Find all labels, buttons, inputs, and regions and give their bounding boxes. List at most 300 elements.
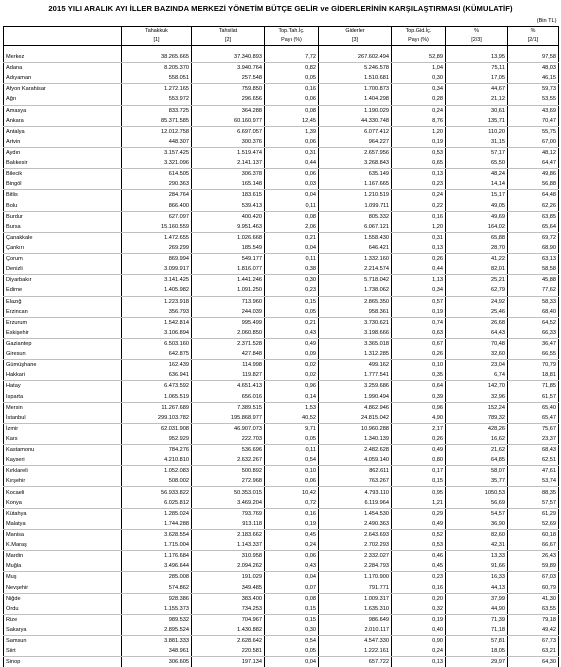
pct-2-1-cell: 45,88 [508, 275, 559, 286]
top-gid-ic-payi-cell: 0,10 [392, 360, 446, 371]
pct-2-3-cell: 142,70 [446, 381, 508, 392]
tahakkuk-cell: 1.405.982 [122, 285, 192, 296]
top-tah-ic-payi-cell: 0,19 [265, 519, 319, 530]
top-gid-ic-payi-cell: 1,21 [392, 498, 446, 509]
tahsilat-cell: 383.400 [192, 593, 265, 604]
top-gid-ic-payi-cell: 0,19 [392, 307, 446, 318]
pct-2-1-cell: 23,37 [508, 434, 559, 445]
top-tah-ic-payi-cell: 0,11 [265, 254, 319, 265]
top-gid-ic-payi-cell: 0,35 [392, 370, 446, 381]
province-cell: Sakarya [4, 625, 122, 636]
table-row [4, 116, 559, 127]
giderler-cell: 2.490.363 [319, 519, 392, 530]
pct-2-1-cell: 57,57 [508, 498, 559, 509]
province-cell: Burdur [4, 211, 122, 222]
tahakkuk-cell: 614.505 [122, 169, 192, 180]
pct-2-3-cell: 44,13 [446, 582, 508, 593]
top-gid-ic-payi-cell: 0,63 [392, 328, 446, 339]
pct-2-3-cell: 25,46 [446, 307, 508, 318]
tahakkuk-cell: 269.299 [122, 243, 192, 254]
giderler-cell: 6.067.121 [319, 222, 392, 233]
tahsilat-cell: 60.160.977 [192, 116, 265, 127]
pct-2-1-cell: 46,15 [508, 73, 559, 84]
top-gid-ic-payi-cell: 0,65 [392, 158, 446, 169]
pct-2-1-cell: 53,74 [508, 476, 559, 487]
tahsilat-cell: 3.940.764 [192, 63, 265, 74]
pct-2-3-cell: 41,22 [446, 254, 508, 265]
pct-2-1-cell: 64,47 [508, 158, 559, 169]
giderler-cell: 1.312.285 [319, 349, 392, 360]
top-gid-ic-payi-cell: 1,13 [392, 275, 446, 286]
tahakkuk-cell: 3.157.425 [122, 147, 192, 158]
province-cell: K.Maraş [4, 540, 122, 551]
tahsilat-cell: 195.868.977 [192, 413, 265, 424]
top-tah-ic-payi-cell: 0,08 [265, 211, 319, 222]
giderler-cell: 2.214.574 [319, 264, 392, 275]
top-gid-ic-payi-cell: 0,31 [392, 232, 446, 243]
header-cell: Tahsilat [192, 27, 265, 37]
province-cell: Adana [4, 63, 122, 74]
tahsilat-cell: 222.703 [192, 434, 265, 445]
giderler-cell: 1.210.519 [319, 190, 392, 201]
pct-2-1-cell: 68,40 [508, 307, 559, 318]
tahakkuk-cell: 833.725 [122, 105, 192, 116]
top-gid-ic-payi-cell: 1,04 [392, 63, 446, 74]
table-row [4, 498, 559, 509]
top-tah-ic-payi-cell: 0,30 [265, 275, 319, 286]
tahakkuk-cell: 1.223.918 [122, 296, 192, 307]
top-tah-ic-payi-cell: 0,16 [265, 508, 319, 519]
top-gid-ic-payi-cell: 0,26 [392, 434, 446, 445]
top-tah-ic-payi-cell: 0,15 [265, 614, 319, 625]
pct-2-3-cell: 44,67 [446, 84, 508, 95]
header-cell [4, 27, 122, 37]
province-cell: Çankırı [4, 243, 122, 254]
top-gid-ic-payi-cell: 0,95 [392, 487, 446, 498]
province-cell: Amasya [4, 105, 122, 116]
pct-2-1-cell: 58,33 [508, 296, 559, 307]
table-row [4, 582, 559, 593]
top-gid-ic-payi-cell: 0,26 [392, 349, 446, 360]
top-gid-ic-payi-cell: 0,90 [392, 636, 446, 647]
province-cell: İstanbul [4, 413, 122, 424]
tahsilat-cell: 37.340.893 [192, 52, 265, 63]
table-row [4, 338, 559, 349]
top-gid-ic-payi-cell: 0,45 [392, 561, 446, 572]
table-row [4, 466, 559, 477]
giderler-cell: 3.365.018 [319, 338, 392, 349]
top-gid-ic-payi-cell: 0,34 [392, 285, 446, 296]
tahsilat-cell: 995.499 [192, 317, 265, 328]
top-tah-ic-payi-cell: 0,02 [265, 370, 319, 381]
pct-2-1-cell: 64,52 [508, 317, 559, 328]
pct-2-1-cell: 71,85 [508, 381, 559, 392]
giderler-cell: 3.730.621 [319, 317, 392, 328]
unit-row [4, 17, 559, 27]
province-cell: Bitlis [4, 190, 122, 201]
tahsilat-cell: 50.353.015 [192, 487, 265, 498]
tahakkuk-cell: 869.994 [122, 254, 192, 265]
pct-2-1-cell: 59,89 [508, 561, 559, 572]
province-cell: Kars [4, 434, 122, 445]
top-tah-ic-payi-cell: 0,10 [265, 466, 319, 477]
province-cell: Eskişehir [4, 328, 122, 339]
top-gid-ic-payi-cell: 0,80 [392, 455, 446, 466]
tahsilat-cell: 364.288 [192, 105, 265, 116]
pct-2-3-cell: 30,61 [446, 105, 508, 116]
top-tah-ic-payi-cell: 0,04 [265, 572, 319, 583]
tahakkuk-cell: 306.605 [122, 657, 192, 667]
unit-label: (Bin TL) [536, 18, 557, 24]
province-cell: Diyarbakır [4, 275, 122, 286]
top-gid-ic-payi-cell: 0,52 [392, 529, 446, 540]
giderler-cell: 4.793.110 [319, 487, 392, 498]
top-tah-ic-payi-cell: 0,07 [265, 582, 319, 593]
province-cell: Bilecik [4, 169, 122, 180]
top-gid-ic-payi-cell: 0,23 [392, 179, 446, 190]
table-row [4, 646, 559, 657]
tahsilat-cell: 349.485 [192, 582, 265, 593]
pct-2-3-cell: 42,31 [446, 540, 508, 551]
top-tah-ic-payi-cell: 0,06 [265, 169, 319, 180]
top-gid-ic-payi-cell: 0,20 [392, 593, 446, 604]
table-row [4, 264, 559, 275]
giderler-cell: 3.268.843 [319, 158, 392, 169]
giderler-cell: 499.162 [319, 360, 392, 371]
province-cell: Kütahya [4, 508, 122, 519]
pct-2-1-cell: 64,30 [508, 657, 559, 667]
header-cell: Top.Gid.İç. [392, 27, 446, 37]
table-row [4, 285, 559, 296]
table-row [4, 94, 559, 105]
top-tah-ic-payi-cell: 0,06 [265, 94, 319, 105]
province-cell: Merkez [4, 52, 122, 63]
header-cell: [2/1] [508, 36, 559, 46]
top-gid-ic-payi-cell: 0,96 [392, 402, 446, 413]
tahakkuk-cell: 6.025.812 [122, 498, 192, 509]
province-cell: Çanakkale [4, 232, 122, 243]
giderler-cell: 2.643.693 [319, 529, 392, 540]
province-cell: Giresun [4, 349, 122, 360]
pct-2-3-cell: 29,97 [446, 657, 508, 667]
tahsilat-cell: 793.769 [192, 508, 265, 519]
pct-2-3-cell: 16,33 [446, 572, 508, 583]
top-gid-ic-payi-cell: 0,23 [392, 572, 446, 583]
table-row [4, 201, 559, 212]
province-cell: Antalya [4, 126, 122, 137]
header-cell: [1] [122, 36, 192, 46]
top-gid-ic-payi-cell: 0,28 [392, 94, 446, 105]
pct-2-1-cell: 63,13 [508, 254, 559, 265]
pct-2-3-cell: 110,20 [446, 126, 508, 137]
pct-2-1-cell: 63,21 [508, 646, 559, 657]
tahakkuk-cell: 8.205.370 [122, 63, 192, 74]
pct-2-1-cell: 67,73 [508, 636, 559, 647]
table-row [4, 222, 559, 233]
pct-2-3-cell: 32,60 [446, 349, 508, 360]
giderler-cell: 24.815.042 [319, 413, 392, 424]
tahakkuk-cell: 642.875 [122, 349, 192, 360]
tahakkuk-cell: 290.363 [122, 179, 192, 190]
tahsilat-cell: 734.253 [192, 604, 265, 615]
header-cell: [2/3] [446, 36, 508, 46]
giderler-cell: 2.657.956 [319, 147, 392, 158]
tahakkuk-cell: 3.106.894 [122, 328, 192, 339]
header-cell: Payı (%) [265, 36, 319, 46]
table-row [4, 657, 559, 667]
tahsilat-cell: 183.615 [192, 190, 265, 201]
tahsilat-cell: 2.141.137 [192, 158, 265, 169]
pct-2-1-cell: 66,67 [508, 540, 559, 551]
top-gid-ic-payi-cell: 0,53 [392, 540, 446, 551]
table-row [4, 211, 559, 222]
top-tah-ic-payi-cell: 0,14 [265, 392, 319, 403]
province-cell: Konya [4, 498, 122, 509]
province-cell: Kırşehir [4, 476, 122, 487]
giderler-cell: 2.865.350 [319, 296, 392, 307]
province-cell: Rize [4, 614, 122, 625]
pct-2-3-cell: 1050,53 [446, 487, 508, 498]
tahakkuk-cell: 3.496.644 [122, 561, 192, 572]
tahsilat-cell: 220.581 [192, 646, 265, 657]
top-gid-ic-payi-cell: 0,32 [392, 604, 446, 615]
pct-2-3-cell: 18,05 [446, 646, 508, 657]
tahsilat-cell: 4.651.413 [192, 381, 265, 392]
province-cell: İzmir [4, 423, 122, 434]
giderler-cell: 791.771 [319, 582, 392, 593]
budget-table-sheet [3, 17, 558, 667]
table-row [4, 625, 559, 636]
pct-2-3-cell: 13,95 [446, 52, 508, 63]
table-row [4, 402, 559, 413]
pct-2-1-cell: 59,73 [508, 84, 559, 95]
pct-2-3-cell: 62,79 [446, 285, 508, 296]
tahsilat-cell: 3.469.204 [192, 498, 265, 509]
top-gid-ic-payi-cell: 0,67 [392, 338, 446, 349]
pct-2-1-cell: 64,48 [508, 190, 559, 201]
top-tah-ic-payi-cell: 0,08 [265, 593, 319, 604]
pct-2-3-cell: 65,50 [446, 158, 508, 169]
table-row [4, 105, 559, 116]
header-cell: % [508, 27, 559, 37]
pct-2-3-cell: 32,96 [446, 392, 508, 403]
giderler-cell: 1.558.430 [319, 232, 392, 243]
header-cell: [2] [192, 36, 265, 46]
table-row [4, 561, 559, 572]
tahakkuk-cell: 508.002 [122, 476, 192, 487]
province-cell: Kastamonu [4, 445, 122, 456]
top-tah-ic-payi-cell: 0,06 [265, 137, 319, 148]
top-tah-ic-payi-cell: 0,72 [265, 498, 319, 509]
top-tah-ic-payi-cell: 0,06 [265, 476, 319, 487]
pct-2-3-cell: 64,43 [446, 328, 508, 339]
giderler-cell: 635.149 [319, 169, 392, 180]
tahsilat-cell: 296.656 [192, 94, 265, 105]
giderler-cell: 862.611 [319, 466, 392, 477]
top-gid-ic-payi-cell: 0,64 [392, 381, 446, 392]
top-gid-ic-payi-cell: 1,20 [392, 222, 446, 233]
pct-2-1-cell: 18,81 [508, 370, 559, 381]
tahsilat-cell: 656.016 [192, 392, 265, 403]
header-row-titles [4, 27, 559, 37]
top-tah-ic-payi-cell: 40,52 [265, 413, 319, 424]
top-gid-ic-payi-cell: 0,44 [392, 264, 446, 275]
pct-2-1-cell: 62,51 [508, 455, 559, 466]
pct-2-1-cell: 79,18 [508, 614, 559, 625]
tahakkuk-cell: 1.176.684 [122, 551, 192, 562]
pct-2-1-cell: 75,67 [508, 423, 559, 434]
table-row [4, 147, 559, 158]
province-cell: Siirt [4, 646, 122, 657]
pct-2-1-cell: 77,62 [508, 285, 559, 296]
pct-2-3-cell: 49,05 [446, 201, 508, 212]
tahakkuk-cell: 6.473.592 [122, 381, 192, 392]
province-cell: Mardin [4, 551, 122, 562]
pct-2-1-cell: 58,58 [508, 264, 559, 275]
tahakkuk-cell: 3.321.096 [122, 158, 192, 169]
giderler-cell: 1.454.530 [319, 508, 392, 519]
table-row [4, 392, 559, 403]
pct-2-3-cell: 26,68 [446, 317, 508, 328]
table-row [4, 636, 559, 647]
giderler-cell: 763.267 [319, 476, 392, 487]
province-cell: Niğde [4, 593, 122, 604]
tahsilat-cell: 114.998 [192, 360, 265, 371]
table-row [4, 243, 559, 254]
pct-2-3-cell: 49,69 [446, 211, 508, 222]
table-row [4, 254, 559, 265]
giderler-cell: 986.649 [319, 614, 392, 625]
pct-2-1-cell: 65,47 [508, 413, 559, 424]
top-gid-ic-payi-cell: 0,15 [392, 476, 446, 487]
pct-2-1-cell: 63,85 [508, 211, 559, 222]
pct-2-1-cell: 66,55 [508, 349, 559, 360]
province-cell: Bingöl [4, 179, 122, 190]
tahsilat-cell: 46.907.073 [192, 423, 265, 434]
tahakkuk-cell: 162.439 [122, 360, 192, 371]
tahakkuk-cell: 3.141.425 [122, 275, 192, 286]
table-row [4, 593, 559, 604]
giderler-cell: 1.777.541 [319, 370, 392, 381]
province-cell: Aydın [4, 147, 122, 158]
table-row [4, 529, 559, 540]
province-cell: Kırklareli [4, 466, 122, 477]
tahakkuk-cell: 627.097 [122, 211, 192, 222]
tahsilat-cell: 165.148 [192, 179, 265, 190]
pct-2-1-cell: 67,03 [508, 572, 559, 583]
top-gid-ic-payi-cell: 52,89 [392, 52, 446, 63]
top-tah-ic-payi-cell: 0,43 [265, 561, 319, 572]
pct-2-3-cell: 71,18 [446, 625, 508, 636]
pct-2-1-cell: 52,69 [508, 519, 559, 530]
giderler-cell: 2.332.027 [319, 551, 392, 562]
top-tah-ic-payi-cell: 0,04 [265, 190, 319, 201]
table-row [4, 508, 559, 519]
pct-2-1-cell: 88,35 [508, 487, 559, 498]
pct-2-3-cell: 15,17 [446, 190, 508, 201]
giderler-cell: 1.340.139 [319, 434, 392, 445]
header-cell: Payı (%) [392, 36, 446, 46]
pct-2-3-cell: 28,70 [446, 243, 508, 254]
tahakkuk-cell: 928.386 [122, 593, 192, 604]
tahsilat-cell: 2.060.850 [192, 328, 265, 339]
header-cell: Tahakkuk [122, 27, 192, 37]
giderler-cell: 5.246.578 [319, 63, 392, 74]
top-gid-ic-payi-cell: 4,90 [392, 413, 446, 424]
table-row [4, 551, 559, 562]
pct-2-1-cell: 67,00 [508, 137, 559, 148]
top-gid-ic-payi-cell: 0,49 [392, 445, 446, 456]
top-tah-ic-payi-cell: 0,49 [265, 338, 319, 349]
tahakkuk-cell: 3.099.917 [122, 264, 192, 275]
pct-2-3-cell: 82,01 [446, 264, 508, 275]
tahakkuk-cell: 558.051 [122, 73, 192, 84]
pct-2-3-cell: 428,26 [446, 423, 508, 434]
top-gid-ic-payi-cell: 1,20 [392, 126, 446, 137]
province-cell: Samsun [4, 636, 122, 647]
top-tah-ic-payi-cell: 2,06 [265, 222, 319, 233]
pct-2-3-cell: 58,07 [446, 466, 508, 477]
top-gid-ic-payi-cell: 0,13 [392, 169, 446, 180]
pct-2-3-cell: 25,21 [446, 275, 508, 286]
tahakkuk-cell: 1.052.083 [122, 466, 192, 477]
pct-2-1-cell: 49,86 [508, 169, 559, 180]
giderler-cell: 3.198.666 [319, 328, 392, 339]
table-body [4, 52, 559, 667]
table-row [4, 413, 559, 424]
top-tah-ic-payi-cell: 0,21 [265, 232, 319, 243]
pct-2-3-cell: 57,81 [446, 636, 508, 647]
tahakkuk-cell: 15.160.559 [122, 222, 192, 233]
tahsilat-cell: 549.177 [192, 254, 265, 265]
province-cell: Muş [4, 572, 122, 583]
tahsilat-cell: 191.029 [192, 572, 265, 583]
tahsilat-cell: 7.389.515 [192, 402, 265, 413]
province-cell: Mersin [4, 402, 122, 413]
giderler-cell: 1.404.298 [319, 94, 392, 105]
giderler-cell: 4.059.140 [319, 455, 392, 466]
giderler-cell: 1.009.317 [319, 593, 392, 604]
pct-2-1-cell: 68,43 [508, 445, 559, 456]
table-row [4, 137, 559, 148]
table-row [4, 476, 559, 487]
pct-2-1-cell: 49,42 [508, 625, 559, 636]
tahsilat-cell: 913.118 [192, 519, 265, 530]
header-cell [4, 36, 122, 46]
table-row [4, 445, 559, 456]
top-tah-ic-payi-cell: 0,15 [265, 604, 319, 615]
top-tah-ic-payi-cell: 0,23 [265, 285, 319, 296]
tahsilat-cell: 197.134 [192, 657, 265, 667]
giderler-cell: 2.702.293 [319, 540, 392, 551]
table-row [4, 423, 559, 434]
giderler-cell: 646.421 [319, 243, 392, 254]
table-row [4, 275, 559, 286]
top-gid-ic-payi-cell: 0,57 [392, 296, 446, 307]
top-tah-ic-payi-cell: 0,82 [265, 63, 319, 74]
pct-2-1-cell: 97,58 [508, 52, 559, 63]
pct-2-3-cell: 71,39 [446, 614, 508, 625]
pct-2-3-cell: 64,85 [446, 455, 508, 466]
tahsilat-cell: 400.420 [192, 211, 265, 222]
top-tah-ic-payi-cell: 0,30 [265, 625, 319, 636]
pct-2-1-cell: 70,47 [508, 116, 559, 127]
pct-2-3-cell: 82,60 [446, 529, 508, 540]
giderler-cell: 4.547.330 [319, 636, 392, 647]
giderler-cell: 1.222.161 [319, 646, 392, 657]
tahsilat-cell: 310.958 [192, 551, 265, 562]
top-tah-ic-payi-cell: 0,11 [265, 201, 319, 212]
